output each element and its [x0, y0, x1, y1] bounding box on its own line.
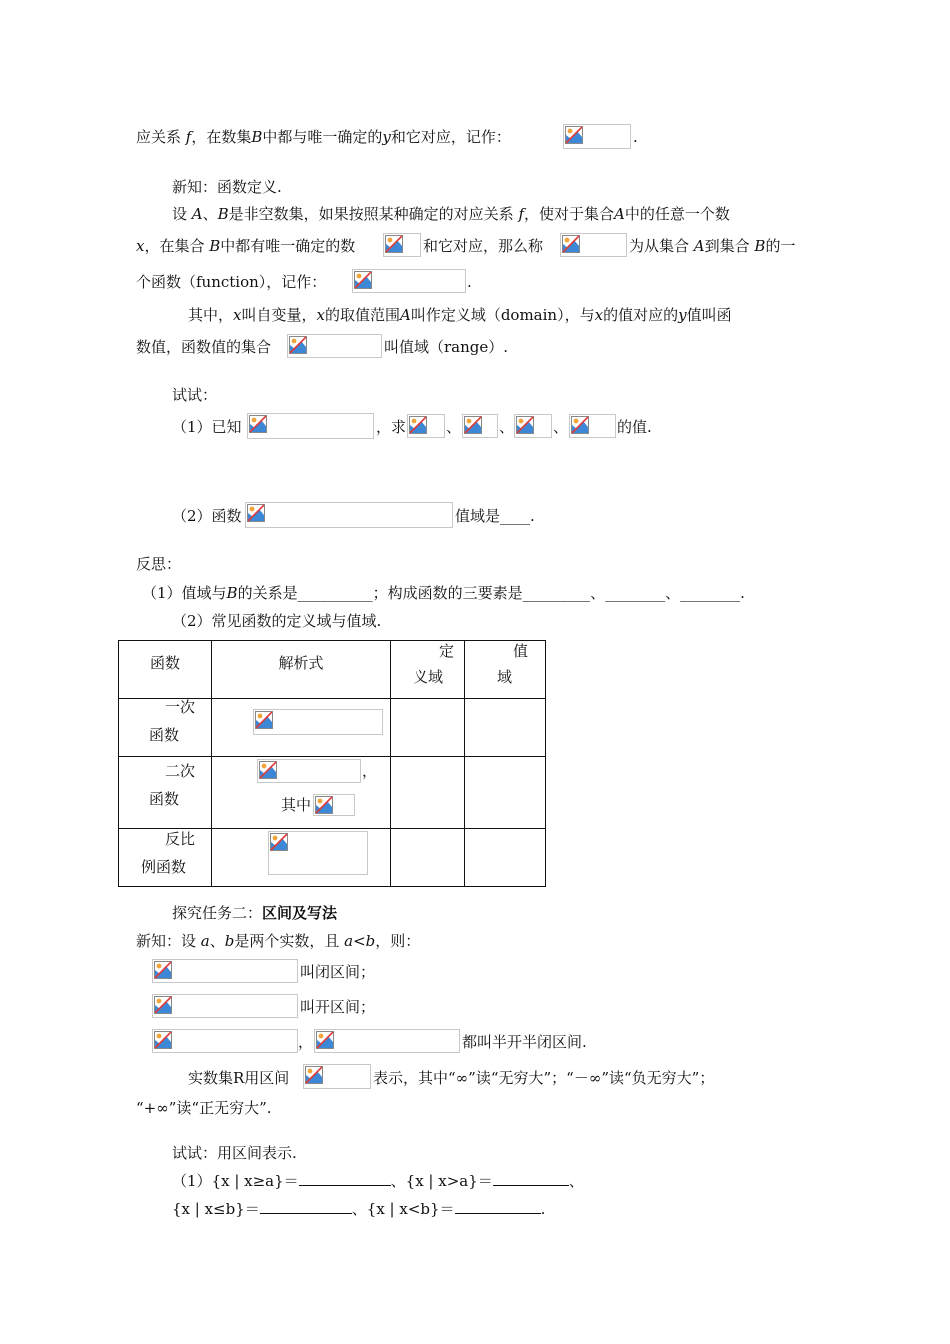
table-row — [119, 829, 546, 887]
text: 的值对应的 — [603, 306, 679, 324]
answer-blank[interactable] — [299, 1171, 391, 1186]
task2-title: 区间及写法 — [262, 904, 338, 922]
text: 、{x | x<b}＝ — [351, 1200, 455, 1218]
try-heading: 试试： — [172, 386, 218, 404]
closed-interval-label: 叫闭区间； — [300, 963, 376, 981]
answer-blank[interactable] — [455, 1199, 541, 1214]
row-name-cell — [119, 829, 212, 887]
condition: a<b — [344, 932, 376, 950]
reals-line-b: 表示，其中“∞”读“无穷大”；“－∞”读“负无穷大”； — [373, 1069, 715, 1087]
text: 其中， — [188, 306, 234, 324]
interval-intro — [136, 930, 420, 952]
text: 、 — [202, 205, 218, 223]
text: ，使对于集合 — [524, 205, 615, 223]
var-f: f — [518, 205, 525, 223]
formula-image-icon — [245, 502, 453, 528]
header-cell — [212, 641, 391, 699]
var-B: B — [754, 237, 766, 255]
open-interval-label: 叫开区间； — [300, 998, 376, 1016]
text: 叫自变量， — [241, 306, 317, 324]
text: 值叫函 — [686, 306, 732, 324]
var-a: a — [200, 932, 210, 950]
formula-image-icon — [152, 994, 298, 1018]
formula-image-icon — [152, 959, 298, 983]
var-A: A — [191, 205, 203, 223]
var-x: x — [233, 306, 242, 324]
text: 到集合 — [704, 237, 755, 255]
text: （1）值域与 — [142, 584, 227, 602]
text: ，则： — [375, 932, 421, 950]
try-q1-end: 的值. — [617, 418, 652, 436]
row-name: 函数 — [149, 790, 180, 808]
text: 应关系 — [136, 128, 186, 146]
reflect-line-1 — [142, 582, 745, 604]
var-y: y — [382, 128, 391, 146]
row-name: 二次 — [165, 762, 196, 780]
row-name-cell — [119, 757, 212, 829]
def-line-3: 个函数（function），记作： — [136, 273, 327, 291]
var-B: B — [226, 584, 238, 602]
row-domain-cell — [391, 829, 465, 887]
var-x: x — [594, 306, 604, 324]
text: 设 — [172, 205, 192, 223]
text: 、 — [568, 1172, 584, 1190]
text: 是两个实数，且 — [234, 932, 345, 950]
header-domain-part2: 义域 — [413, 668, 444, 686]
formula-image-icon — [268, 831, 368, 875]
text: 是非空数集，如果按照某种确定的对应关系 — [228, 205, 519, 223]
comma: ， — [362, 762, 378, 780]
reals-line-c: “+∞”读“正无穷大”. — [136, 1099, 272, 1117]
task2-heading — [172, 902, 337, 924]
text: 的一 — [765, 237, 796, 255]
separator: 、 — [446, 418, 462, 436]
text: 、 — [209, 932, 225, 950]
formula-image-icon — [257, 759, 361, 783]
try-q2-label: （2）函数 — [172, 507, 242, 525]
text: 新知：设 — [136, 932, 201, 950]
try3-line-2 — [172, 1198, 545, 1220]
text: 和它对应，记作： — [390, 128, 511, 146]
line-correspondence — [136, 126, 511, 148]
text: {x | x≤b}＝ — [172, 1200, 260, 1218]
formula-image-icon — [287, 334, 382, 358]
def-line-4 — [188, 304, 732, 326]
header-expression: 解析式 — [278, 654, 324, 672]
formula-image-icon — [303, 1064, 371, 1089]
var-x: x — [136, 237, 145, 255]
try3-heading: 试试：用区间表示. — [172, 1144, 297, 1162]
var-B: B — [209, 237, 221, 255]
function-table — [118, 640, 546, 887]
row-domain-cell — [391, 699, 465, 757]
text: 、{x | x>a}＝ — [390, 1172, 493, 1190]
reflect-heading: 反思： — [136, 555, 182, 573]
def-line-2b: 和它对应，那么称 — [423, 237, 544, 255]
text: 的取值范围 — [324, 306, 400, 324]
where-label: 其中 — [281, 796, 312, 814]
var-A: A — [693, 237, 705, 255]
reals-line-a: 实数集R用区间 — [188, 1069, 290, 1087]
text: 中都与唯一确定的 — [262, 128, 383, 146]
answer-blank[interactable] — [260, 1199, 352, 1214]
answer-blank[interactable] — [493, 1171, 569, 1186]
formula-image-icon — [563, 124, 631, 149]
formula-image-icon — [253, 709, 383, 735]
var-x: x — [316, 306, 325, 324]
var-A: A — [614, 205, 625, 223]
formula-image-icon — [569, 414, 616, 438]
row-range-cell — [465, 829, 546, 887]
header-cell — [119, 641, 212, 699]
formula-image-icon — [314, 1029, 460, 1053]
period: . — [467, 273, 472, 291]
header-range-part2: 域 — [497, 668, 513, 686]
row-expression-cell — [212, 829, 391, 887]
row-range-cell — [465, 757, 546, 829]
formula-image-icon — [514, 414, 552, 438]
var-B: B — [217, 205, 229, 223]
formula-image-icon — [152, 1029, 298, 1053]
row-name: 函数 — [149, 726, 180, 744]
half-open-label: 都叫半开半闭区间. — [462, 1033, 587, 1051]
comma: ， — [298, 1033, 314, 1051]
row-name: 反比 — [165, 830, 196, 848]
formula-image-icon — [313, 794, 355, 816]
text: . — [540, 1200, 546, 1218]
row-range-cell — [465, 699, 546, 757]
text: 为从集合 — [629, 237, 694, 255]
table-header-row — [119, 641, 546, 699]
header-cell — [391, 641, 465, 699]
var-b: b — [224, 932, 235, 950]
header-domain-part1: 定 — [438, 642, 454, 660]
text: ，在数集 — [191, 128, 252, 146]
text: 探究任务二： — [172, 904, 263, 922]
formula-image-icon — [407, 414, 445, 438]
text: （1）{x | x≥a}＝ — [172, 1172, 299, 1190]
def-line-5b: 叫值域（range）. — [384, 338, 509, 356]
header-range-part1: 值 — [513, 642, 529, 660]
row-name: 例函数 — [141, 858, 187, 876]
text: 中的任意一个数 — [624, 205, 730, 223]
formula-image-icon — [352, 269, 466, 293]
row-name: 一次 — [165, 698, 196, 716]
row-expression-cell — [212, 757, 391, 829]
text: 中都有唯一确定的数 — [220, 237, 356, 255]
def-line-2a — [136, 235, 355, 257]
separator: 、 — [499, 418, 515, 436]
def-line-5a: 数值，函数值的集合 — [136, 338, 272, 356]
try-q1-ask: ，求 — [376, 418, 407, 436]
try3-line-1 — [172, 1170, 584, 1192]
formula-image-icon — [560, 233, 627, 257]
var-f: f — [185, 128, 192, 146]
separator: 、 — [553, 418, 569, 436]
text: ，在集合 — [144, 237, 210, 255]
formula-image-icon — [247, 413, 374, 439]
row-domain-cell — [391, 757, 465, 829]
def-line-1 — [172, 203, 730, 225]
var-B: B — [251, 128, 263, 146]
text: 的关系是__________；构成函数的三要素是_________、________、________. — [237, 584, 745, 602]
def-line-2c — [629, 235, 795, 257]
header-function: 函数 — [149, 654, 180, 672]
table-row — [119, 757, 546, 829]
section-heading: 新知：函数定义. — [172, 178, 282, 196]
row-name-cell — [119, 699, 212, 757]
reflect-line-2: （2）常见函数的定义域与值域. — [172, 612, 382, 630]
period: . — [633, 128, 638, 146]
var-y: y — [678, 306, 687, 324]
var-A: A — [399, 306, 411, 324]
try-q2-range: 值域是____. — [455, 507, 535, 525]
formula-image-icon — [462, 414, 498, 438]
header-cell — [465, 641, 546, 699]
formula-image-icon — [383, 233, 421, 257]
table-row — [119, 699, 546, 757]
row-expression-cell — [212, 699, 391, 757]
try-q1-label: （1）已知 — [172, 418, 242, 436]
text: 叫作定义域（domain），与 — [410, 306, 595, 324]
